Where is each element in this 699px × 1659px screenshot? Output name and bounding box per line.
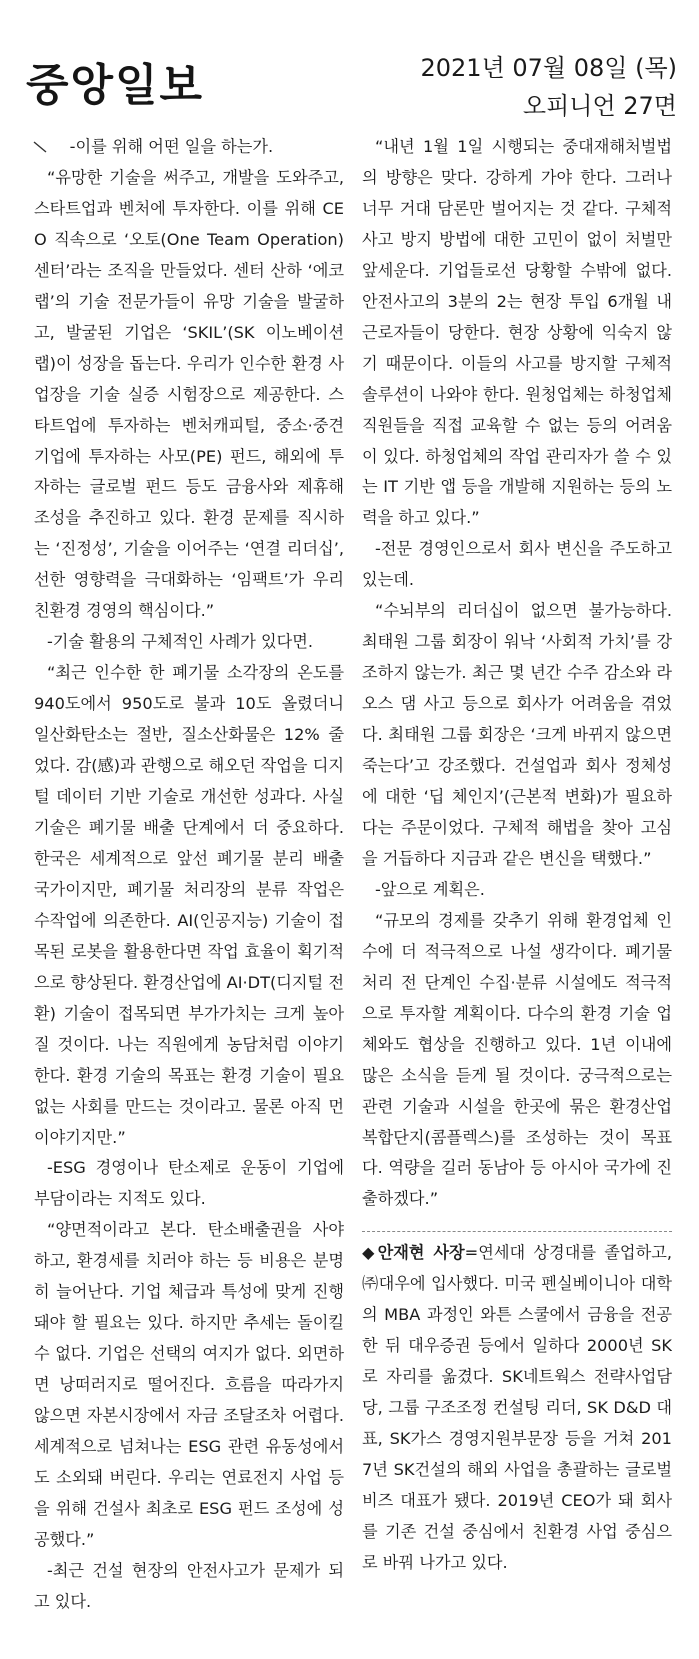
interview-question: -기술 활용의 구체적인 사례가 있다면. [46, 632, 314, 652]
publication-date: 2021년 07월 08일 (목) [420, 54, 677, 82]
interview-answer: “내년 1월 1일 시행되는 중대재해처벌법의 방향은 맞다. 강하게 가야 한다. 그러나 너무 거대 담론만 벌어지는 것 같다. 구체적 사고 방지 방법에 대한 고민이 없이 처벌만 앞세운다. 기업들로선 당황할 수밖에 없다. 안전사고의 3분의 2는 현장 투입 6개월 내 근로자들이 당한다. 현장 상황에 익숙지 않기 때문이다. 이들의 사고를 방지할 구체적 솔루션이 나와야 한다. 원청업체는 하청업체 직원들을 직접 교육할 수 없는 등의 어려움이 있다. 하청업체의 작업 관리자가 쓸 수 있는 IT 기반 앱 등을 개발해 지원하는 등의 노력을 하고 있다.” [362, 137, 672, 528]
bio-text: =연세대 상경대를 졸업하고, ㈜대우에 입사했다. 미국 펜실베이니아 대학의 MBA 과정인 와튼 스쿨에서 금융을 전공한 뒤 대우증권 등에서 일하다 2000년 SK로 자리를 옮겼다. SK네트웍스 전략사업담당, 그룹 구조조정 컨설팅 리더, SK D&D 대표, SK가스 경영지원부문장 등을 거쳐 2017년 SK건설의 해외 사업을 총괄하는 글로벌비즈 대표가 됐다. 2019년 CEO가 돼 회사를 기존 건설 중심에서 친환경 사업 중심으로 바꿔 나가고 있다. [362, 1243, 672, 1572]
interview-question: -앞으로 계획은. [374, 879, 485, 899]
interview-question: -전문 경영인으로서 회사 변신을 주도하고 있는데. [362, 539, 672, 590]
bio-name: ◆안재현 사장 [362, 1243, 465, 1263]
article-left-column [34, 132, 344, 1618]
interview-answer: “수뇌부의 리더십이 없으면 불가능하다. 최태원 그룹 회장이 워낙 ‘사회적 가치’를 강조하지 않는가. 최근 몇 년간 수주 감소와 라오스 댐 사고 등으로 회사가 어려움을 겪었다. 최태원 그룹 회장은 ‘크게 바뀌지 않으면 죽는다’고 강조했다. 건설업과 회사 정체성에 대한 ‘딥 체인지’(근본적 변화)가 필요하다는 주문이었다. 구체적 해법을 찾아 고심을 거듭하다 지금과 같은 변신을 택했다.” [362, 601, 672, 868]
section-page: 오피니언 27면 [522, 92, 677, 120]
newspaper-logo: 중앙일보 [26, 60, 205, 111]
bio-divider [362, 1231, 672, 1232]
interview-answer: “규모의 경제를 갖추기 위해 환경업체 인수에 더 적극적으로 나설 생각이다. 폐기물 처리 전 단계인 수집·분류 시설에도 적극적으로 투자할 계획이다. 다수의 환경 기술 업체와도 협상을 진행하고 있다. 1년 이내에 많은 소식을 듣게 될 것이다. 궁극적으로는 관련 기술과 시설을 한곳에 묶은 환경산업 복합단지(콤플렉스)를 조성하는 것이 목표다. 역량을 길러 동남아 등 아시아 국가에 진출하겠다.” [362, 910, 672, 1209]
interview-answer: “최근 인수한 한 폐기물 소각장의 온도를 940도에서 950도로 불과 10도 올렸더니 일산화탄소는 절반, 질소산화물은 12% 줄었다. 감(感)과 관행으로 해오던 작업을 디지털 데이터 기반 기술로 개선한 성과다. 사실 기술은 폐기물 배출 단계에서 더 중요하다. 한국은 세계적으로 앞선 폐기물 분리 배출 국가이지만, 폐기물 처리장의 분류 작업은 수작업에 의존한다. AI(인공지능) 기술이 접목된 로봇을 활용한다면 작업 효율이 획기적으로 향상된다. 환경산업에 AI·DT(디지털 전환) 기술이 접목되면 부가가치는 크게 높아질 것이다. 나는 직원에게 농담처럼 이야기한다. 환경 기술의 목표는 환경 기술이 필요 없는 사회를 만드는 것이라고. 물론 아직 먼 이야기지만.” [34, 663, 344, 1147]
interview-question: -이를 위해 어떤 일을 하는가. [69, 137, 274, 156]
interview-question: -최근 건설 현장의 안전사고가 문제가 되고 있다. [34, 1560, 344, 1611]
interview-answer: “유망한 기술을 써주고, 개발을 도와주고, 스타트업과 벤처에 투자한다. 이를 위해 CEO 직속으로 ‘오토(One Team Operation) 센터’라는 조직을 만들었다. 센터 산하 ‘에코 랩’의 기술 전문가들이 유망 기술을 발굴하고, 발굴된 기업은 ‘SKIL’(SK 이노베이션 랩)이 성장을 돕는다. 우리가 인수한 환경 사업장을 기술 실증 시험장으로 제공한다. 스타트업에 투자하는 벤처캐피털, 중소·중견 기업에 투자하는 사모(PE) 펀드, 해외에 투자하는 글로벌 펀드 등도 금융사와 제휴해 조성을 추진하고 있다. 환경 문제를 직시하는 ‘진정성’, 기술을 이어주는 ‘연결 리더십’, 선한 영향력을 극대화하는 ‘임팩트’가 우리 친환경 경영의 핵심이다.” [34, 167, 344, 621]
article-right-column [362, 132, 672, 1579]
author-bio [362, 1238, 672, 1578]
interview-question: -ESG 경영이나 탄소제로 운동이 기업에 부담이라는 지적도 있다. [34, 1158, 344, 1209]
interview-answer: “양면적이라고 본다. 탄소배출권을 사야 하고, 환경세를 치러야 하는 등 비용은 분명히 늘어난다. 기업 체급과 특성에 맞게 진행돼야 할 필요는 있다. 하지만 추세는 돌이킬 수 없다. 기업은 선택의 여지가 없다. 외면하면 낭떠러지로 떨어진다. 흐름을 따라가지 않으면 자본시장에서 자금 조달조차 어렵다. 세계적으로 넘쳐나는 ESG 관련 유동성에서도 소외돼 버린다. 우리는 연료전지 사업 등을 위해 건설사 최초로 ESG 펀드 조성에 성공했다.” [34, 1220, 344, 1549]
